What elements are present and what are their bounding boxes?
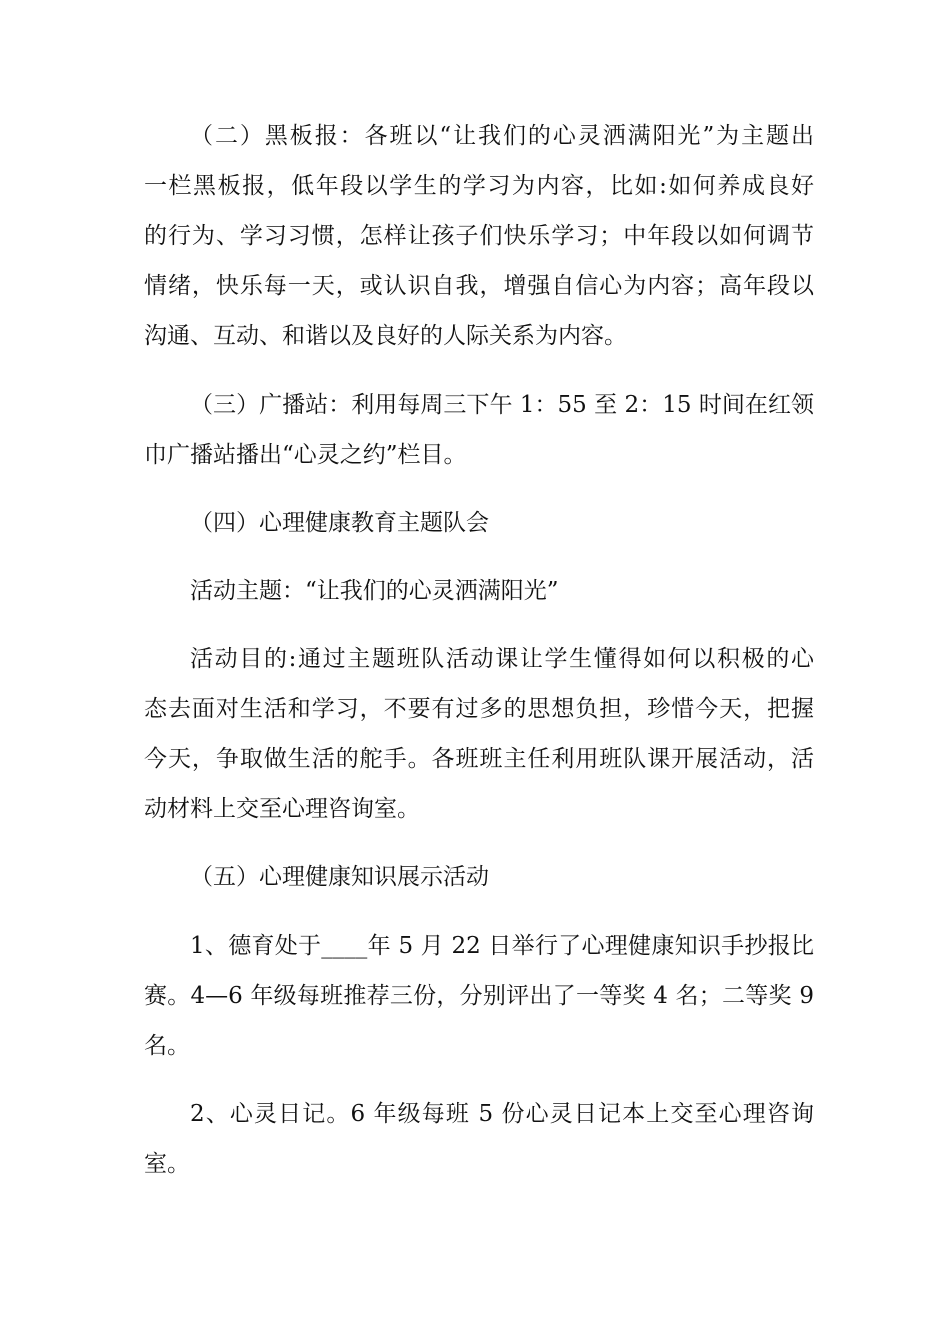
section-heading-5: （五）心理健康知识展示活动	[190, 864, 489, 890]
paragraph-1-line-4: 情绪，快乐每一天，或认识自我，增强自信心为内容；高年段以	[144, 273, 814, 299]
activity-theme: 活动主题：“让我们的心灵洒满阳光”	[190, 578, 559, 604]
paragraph-7-line-2: 赛。4—6 年级每班推荐三份，分别评出了一等奖 4 名；二等奖 9	[144, 983, 814, 1009]
paragraph-1-line-1: （二）黑板报：各班以“让我们的心灵洒满阳光”为主题出	[190, 123, 814, 149]
paragraph-5-line-3: 今天，争取做生活的舵手。各班班主任利用班队课开展活动，活	[144, 746, 814, 772]
paragraph-2-line-1: （三）广播站：利用每周三下午 1：55 至 2：15 时间在红领	[190, 392, 814, 418]
paragraph-1-line-3: 的行为、学习习惯，怎样让孩子们快乐学习；中年段以如何调节	[144, 223, 814, 249]
paragraph-5-line-2: 态去面对生活和学习，不要有过多的思想负担，珍惜今天，把握	[144, 696, 814, 722]
paragraph-5-line-1: 活动目的:通过主题班队活动课让学生懂得如何以积极的心	[190, 646, 814, 672]
section-heading-4: （四）心理健康教育主题队会	[190, 510, 489, 536]
paragraph-2-line-2: 巾广播站播出“心灵之约”栏目。	[144, 442, 467, 468]
paragraph-1-line-2: 一栏黑板报，低年段以学生的学习为内容，比如:如何养成良好	[144, 173, 814, 199]
paragraph-8-line-1: 2、心灵日记。6 年级每班 5 份心灵日记本上交至心理咨询	[190, 1101, 814, 1127]
paragraph-7-line-3: 名。	[144, 1033, 190, 1059]
paragraph-8-line-2: 室。	[144, 1151, 190, 1177]
paragraph-7-line-1: 1、德育处于____年 5 月 22 日举行了心理健康知识手抄报比	[190, 933, 814, 959]
paragraph-5-line-4: 动材料上交至心理咨询室。	[144, 796, 420, 822]
paragraph-1-line-5: 沟通、互动、和谐以及良好的人际关系为内容。	[144, 323, 627, 349]
